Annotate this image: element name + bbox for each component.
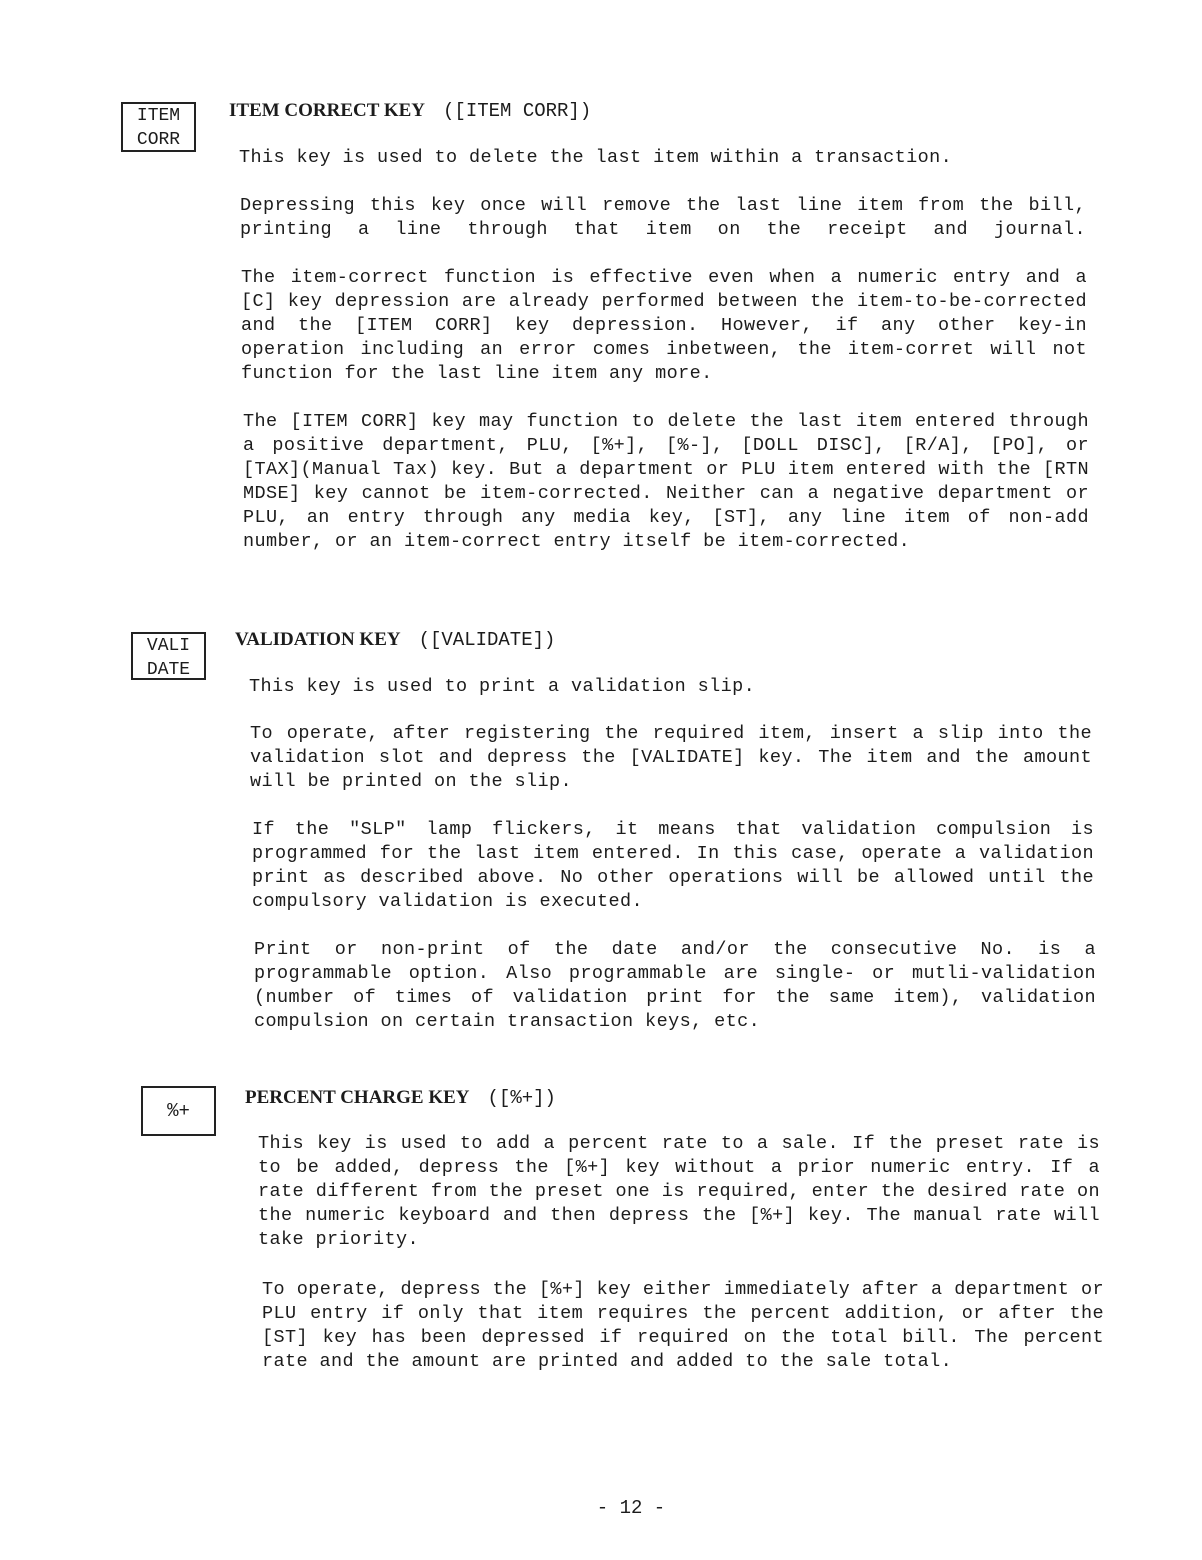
section-title: ITEM CORRECT KEY: [229, 100, 426, 121]
paragraph: The item-correct function is effective even when a numeric entry and a [C] key depression are already performed between the item-to-be-corrected and the [ITEM CORR] key depression. However, if any other key-in operation including an error comes inbetween, the item-corret will not function for the last line item any more.: [241, 267, 1087, 384]
paragraph: This key is used to delete the last item within a transaction.: [239, 147, 953, 168]
paragraph: To operate, depress the [%+] key either immediately after a department or PLU entry if only that item requires the percent addition, or after the [ST] key has been depressed if required on the total bill. The percent rate and the amount are printed and added to the sale total.: [262, 1279, 1104, 1372]
paragraph: Depressing this key once will remove the last line item from the bill, printing a line through that item on the receipt and journal.: [240, 195, 1086, 240]
page-number: - 12 -: [596, 1497, 666, 1519]
section-heading: [245, 1085, 556, 1111]
paragraph: If the "SLP" lamp flickers, it means that validation compulsion is programmed for the last item entered. In this case, operate a validation print as described above. No other operations will be allowed until the compulsory validation is executed.: [252, 819, 1094, 912]
section-heading: [235, 627, 555, 653]
key-label-line: CORR: [136, 130, 181, 150]
percent-plus-key-box: [141, 1086, 216, 1136]
section-key-ref: ([VALIDATE]): [418, 629, 556, 651]
key-label-line: DATE: [146, 660, 191, 680]
item-corr-key-box: [121, 102, 196, 152]
paragraph: Print or non-print of the date and/or the consecutive No. is a programmable option. Also programmable are single- or mutli-validation (number of times of validation print for the same item), validation compulsion on certain transaction keys, etc.: [254, 939, 1096, 1032]
paragraph: This key is used to print a validation slip.: [249, 676, 756, 697]
validate-key-box: [131, 632, 206, 680]
paragraph: This key is used to add a percent rate to a sale. If the preset rate is to be added, depress the [%+] key without a prior numeric entry. If a rate different from the preset one is required, enter the desired rate on the numeric keyboard and then depress the [%+] key. The manual rate will take priority.: [258, 1133, 1100, 1250]
section-heading: [229, 98, 591, 124]
section-key-ref: ([%+]): [487, 1087, 556, 1109]
section-key-ref: ([ITEM CORR]): [443, 100, 592, 122]
paragraph: The [ITEM CORR] key may function to delete the last item entered through a positive department, PLU, [%+], [%-], [DOLL DISC], [R/A], [PO], or [TAX](Manual Tax) key. But a department or PLU item entered with the [RTN MDSE] key cannot be item-corrected. Neither can a negative department or PLU, an entry through any media key, [ST], any line item of non-add number, or an item-correct entry itself be item-corrected.: [243, 411, 1089, 552]
section-title: PERCENT CHARGE KEY: [245, 1087, 470, 1108]
section-title: VALIDATION KEY: [235, 629, 401, 650]
paragraph: To operate, after registering the required item, insert a slip into the validation slot and depress the [VALIDATE] key. The item and the amount will be printed on the slip.: [250, 723, 1092, 792]
key-label-line: ITEM: [136, 106, 181, 126]
key-label-line: VALI: [146, 636, 191, 656]
key-label-line: %+: [167, 1100, 190, 1122]
